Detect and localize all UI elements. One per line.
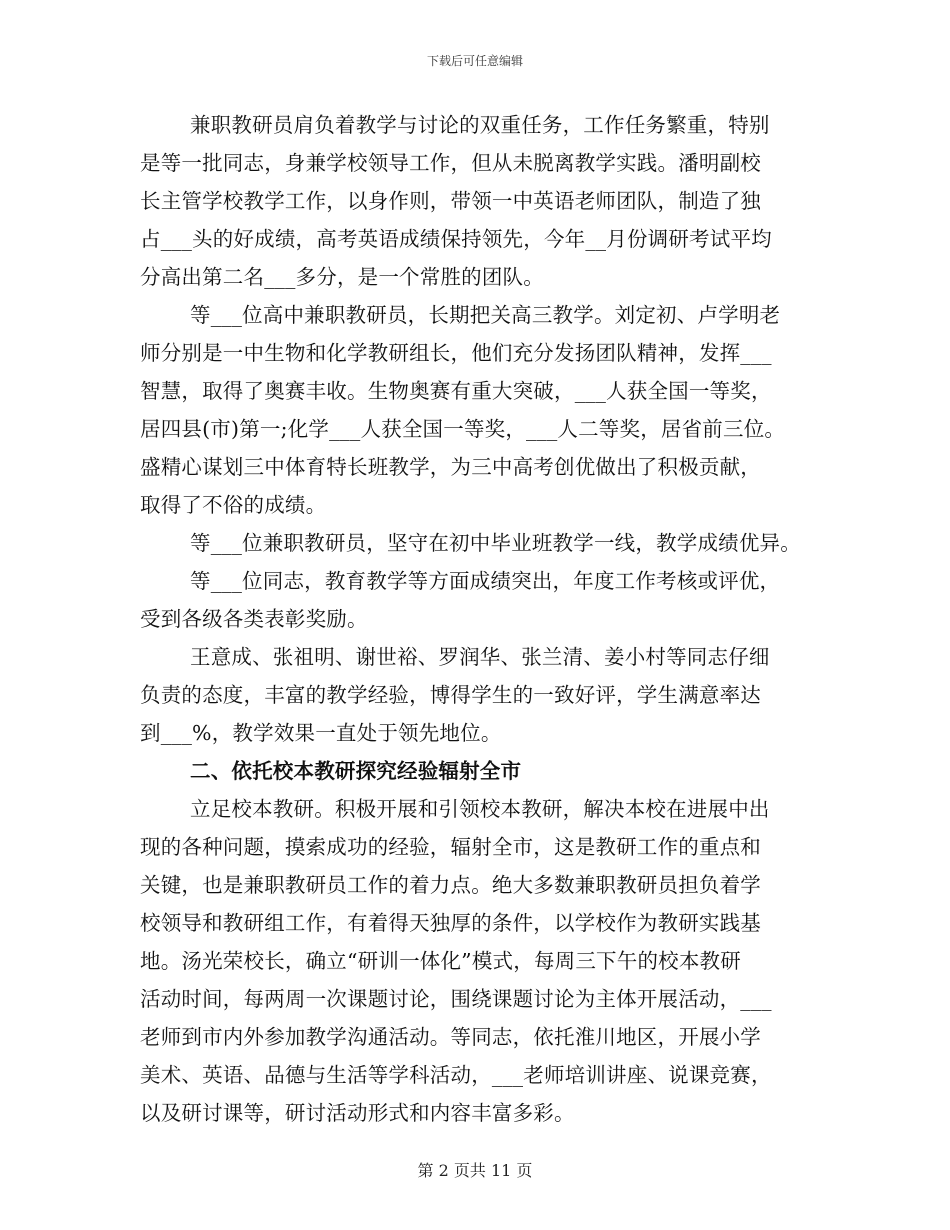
paragraph-line: 盛精心谋划三中体育特长班教学，为三中高考创优做出了积极贡献， [140,455,761,479]
paragraph-line: 校领导和教研组工作，有着得天独厚的条件，以学校作为教研实践基 [140,911,761,935]
paragraph-line: 关键，也是兼职教研员工作的着力点。绝大多数兼职教研员担负着学 [140,873,761,897]
paragraph-line: 分高出第二名___多分，是一个常胜的团队。 [140,265,544,289]
paragraph-line: 居四县(市)第一;化学___人获全国一等奖，___人二等奖，居省前三位。 [140,417,786,441]
paragraph-line: 到___%，教学效果一直处于领先地位。 [140,721,502,745]
paragraph-line: 活动时间，每两周一次课题讨论，围绕课题讨论为主体开展活动，___ [140,987,772,1011]
paragraph-line: 受到各级各类表彰奖励。 [140,607,368,631]
paragraph-line: 等___位同志，教育教学等方面成绩突出，年度工作考核或评优， [190,569,781,593]
paragraph-line: 负责的态度，丰富的教学经验，博得学生的一致好评，学生满意率达 [140,683,761,707]
paragraph-line: 现的各种问题，摸索成功的经验，辐射全市，这是教研工作的重点和 [140,835,761,859]
paragraph-line: 占___头的好成绩，高考英语成绩保持领先，今年__月份调研考试平均 [140,227,772,251]
paragraph-line: 是等一批同志，身兼学校领导工作，但从未脱离教学实践。潘明副校 [140,151,761,175]
page-footer: 第 2 页共 11 页 [417,1161,533,1180]
section-heading: 二、依托校本教研探究经验辐射全市 [190,759,522,783]
paragraph-line: 王意成、张祖明、谢世裕、罗润华、张兰清、姜小村等同志仔细 [190,645,770,669]
paragraph-line: 长主管学校教学工作，以身作则，带领一中英语老师团队，制造了独 [140,189,761,213]
paragraph-line: 智慧，取得了奥赛丰收。生物奥赛有重大突破，___人获全国一等奖， [140,379,772,403]
paragraph-line: 取得了不俗的成绩。 [140,493,327,517]
paragraph-line: 等___位高中兼职教研员，长期把关高三教学。刘定初、卢学明老 [190,303,781,327]
paragraph-line: 等___位兼职教研员，坚守在初中毕业班教学一线，教学成绩优异。 [190,531,801,555]
paragraph-line: 以及研讨课等，研讨活动形式和内容丰富多彩。 [140,1101,575,1125]
paragraph-line: 地。汤光荣校长，确立“研训一体化”模式，每周三下午的校本教研 [140,949,741,973]
paragraph-line: 兼职教研员肩负着教学与讨论的双重任务，工作任务繁重，特别 [190,113,770,137]
page-header: 下载后可任意编辑 [426,54,523,68]
paragraph-line: 老师到市内外参加教学沟通活动。等同志，依托淮川地区，开展小学 [140,1025,761,1049]
paragraph-line: 立足校本教研。积极开展和引领校本教研，解决本校在进展中出 [190,797,770,821]
paragraph-line: 美术、英语、品德与生活等学科活动，___老师培训讲座、说课竞赛， [140,1063,772,1087]
paragraph-line: 师分别是一中生物和化学教研组长，他们充分发扬团队精神，发挥___ [140,341,772,365]
